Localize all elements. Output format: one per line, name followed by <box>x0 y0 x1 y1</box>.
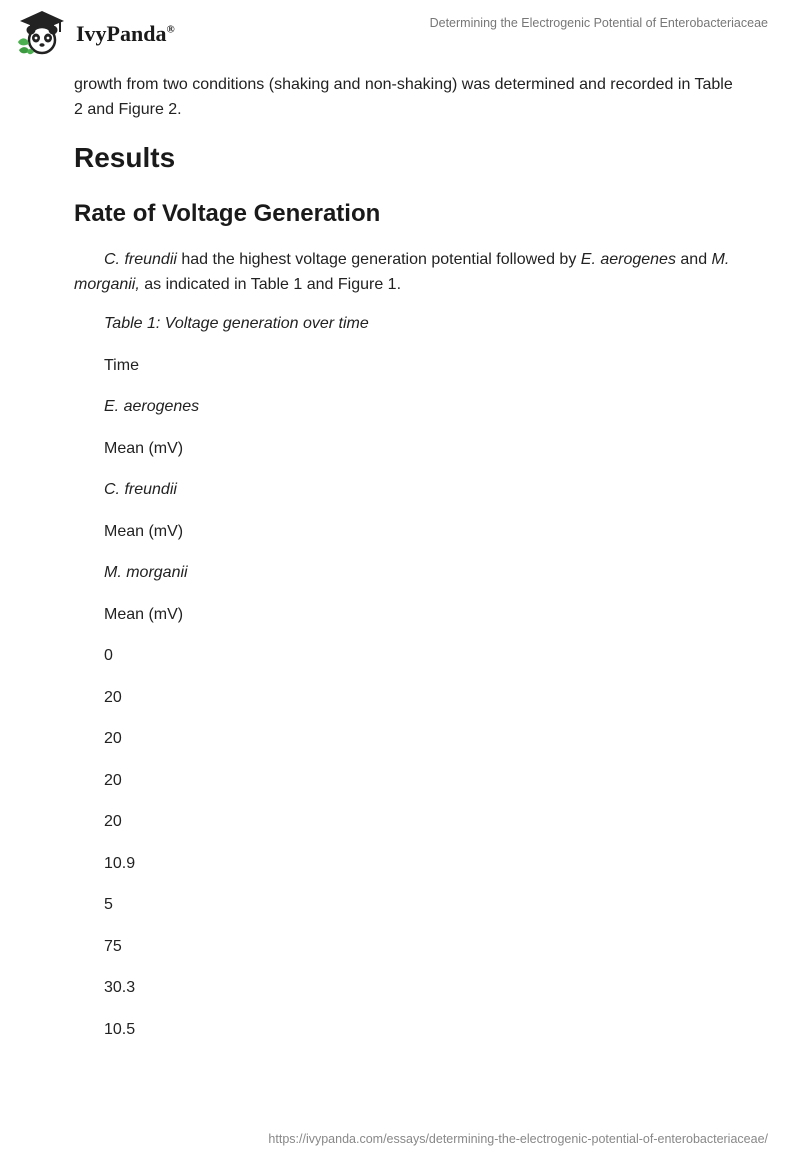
table-value-cell: 20 <box>104 730 122 747</box>
paragraph-text: had the highest voltage generation potential followed by <box>176 251 581 268</box>
paragraph-text: as indicated in Table 1 and Figure 1. <box>139 276 402 293</box>
table-value-cell: 10.9 <box>104 854 136 872</box>
table-header-cell: Mean (mV) <box>104 439 184 457</box>
paragraph-text: and <box>675 251 712 268</box>
table-caption: Table 1: Voltage generation over time <box>104 315 369 332</box>
intro-paragraph: growth from two conditions (shaking and non-shaking) was determined and recorded in Table 2 and Figure 2. <box>74 76 733 118</box>
section-title: Results <box>74 142 176 173</box>
table-value-cell: 5 <box>104 896 113 913</box>
table-value-cell: 30.3 <box>104 979 136 996</box>
running-title: Determining the Electrogenic Potential of Enterobacteriaceae <box>429 16 768 30</box>
table-value-cell: 20 <box>104 813 122 830</box>
subsection-title: Rate of Voltage Generation <box>74 200 381 227</box>
table-header-cell: C. freundii <box>104 481 177 498</box>
table-cells <box>74 355 734 1061</box>
table-header-cell: Mean (mV) <box>104 605 184 623</box>
panda-graduate-icon <box>14 8 72 56</box>
table-header-cell: Time <box>104 356 139 374</box>
table-header-cell: E. aerogenes <box>104 398 200 415</box>
ivypanda-logo[interactable] <box>14 8 214 56</box>
table-value-cell: 20 <box>104 688 122 706</box>
results-paragraph <box>74 247 734 297</box>
table-value-cell: 75 <box>104 937 122 955</box>
page-header <box>0 0 800 60</box>
table-value-cell: 10.5 <box>104 1020 136 1038</box>
table-value-cell: 0 <box>104 647 113 664</box>
species-m-morganii: M. morganii, <box>74 251 730 293</box>
species-e-aerogenes: E. aerogenes <box>580 251 676 268</box>
document-content <box>74 70 734 1060</box>
table-header-cell: Mean (mV) <box>104 522 184 540</box>
table-value-cell: 20 <box>104 771 122 789</box>
species-c-freundii: C. freundii <box>104 251 177 268</box>
source-url-link[interactable]: https://ivypanda.com/essays/determining-the-electrogenic-potential-of-enterobacteriaceae/ <box>268 1132 768 1146</box>
brand-name: IvyPanda® <box>76 21 175 46</box>
table-header-cell: M. morganii <box>104 564 188 581</box>
